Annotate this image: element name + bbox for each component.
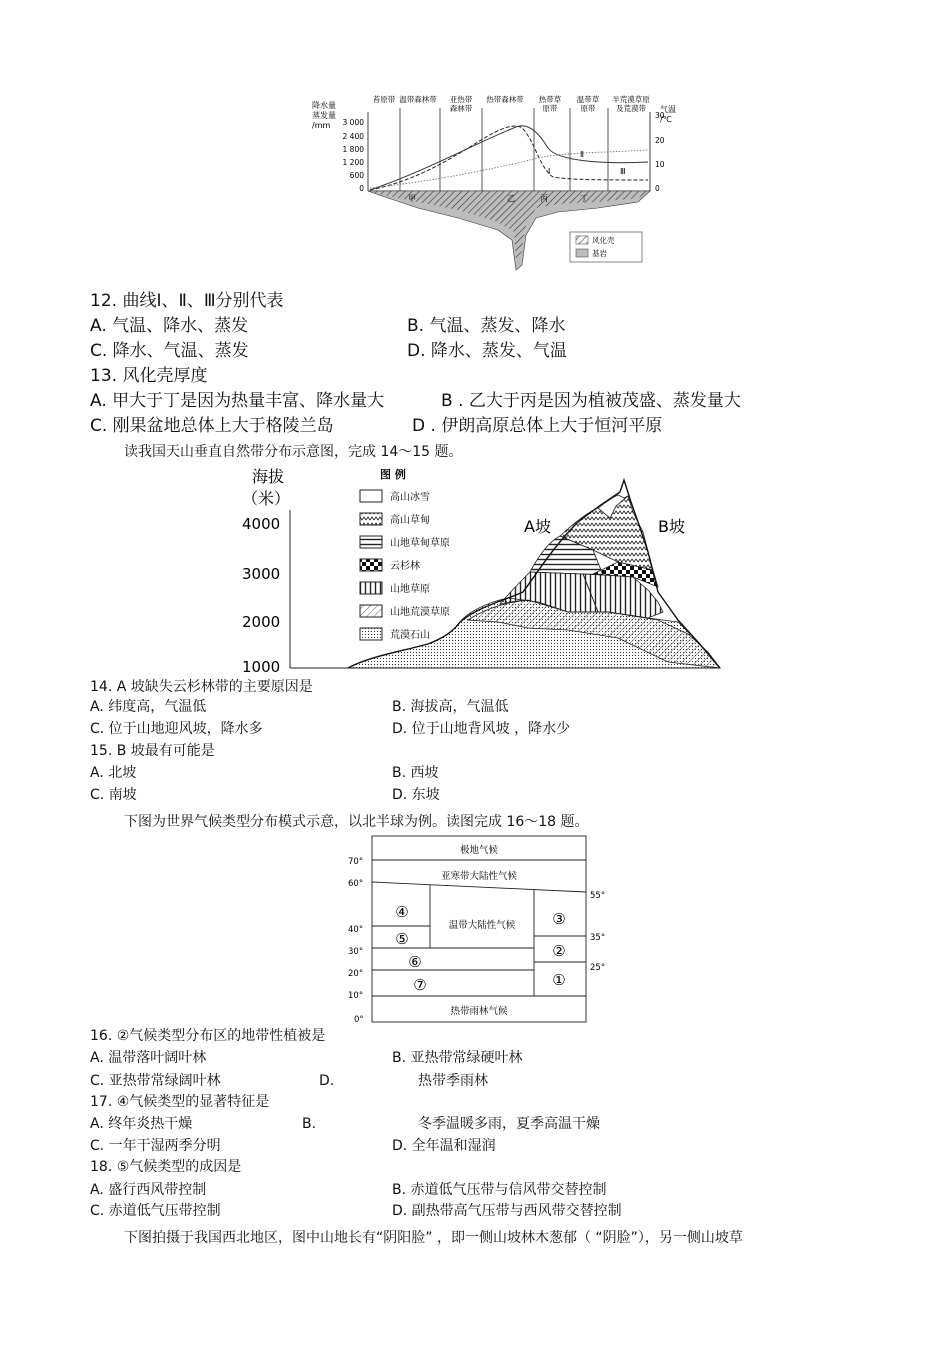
q12-option-b[interactable]: B. 气温、蒸发、降水 [407,316,566,336]
lat-label: 70° [348,857,364,867]
climate-zone-7: ⑦ [413,976,427,994]
lat-label: 0° [354,1015,364,1025]
lat-label: 10° [348,991,364,1001]
q18-option-b[interactable]: B. 赤道低气压带与信风带交替控制 [392,1182,607,1198]
q17-option-a[interactable]: A. 终年炎热干燥 [90,1116,193,1132]
climate-zone-4: ④ [395,903,409,921]
place-label: 乙 [507,194,515,203]
fig2-tick: 1000 [242,658,281,674]
fig1-tick-right: 30 [655,111,665,120]
fig1-ylabel-3: /mm [312,121,331,130]
q16-stem: 16. ②气候类型分布区的地带性植被是 [90,1028,326,1044]
curve-label: Ⅰ [548,167,551,176]
q17-option-b-label[interactable]: B. [302,1116,317,1132]
zone-label: 温带草 [576,95,600,104]
q13-option-d[interactable]: D . 伊朗高原总体上大于恒河平原 [412,416,663,436]
legend-glacier: 高山冰雪 [390,492,430,503]
zone-label: 热带森林带 [486,95,524,104]
fig1-tick-right: 20 [655,136,665,145]
q13-option-c[interactable]: C. 刚果盆地总体上大于格陵兰岛 [90,416,334,436]
q18-option-a[interactable]: A. 盛行西风带控制 [90,1182,207,1198]
lat-label: 60° [348,879,364,889]
curve-label: Ⅲ [620,167,626,176]
polar-climate-label: 极地气候 [459,845,499,856]
climate-zone-2: ② [552,942,566,960]
legend-steppe: 山地草原 [390,584,430,595]
fig1-ylabel-2: 蒸发量 [312,111,336,120]
q15-option-d[interactable]: D. 东坡 [392,787,440,803]
q15-option-a[interactable]: A. 北坡 [90,765,137,781]
zone-label: 森林带 [449,104,473,113]
fig2-ylabel-2: （米） [242,489,291,508]
legend-desert: 荒漠石山 [390,630,430,641]
q14-option-c[interactable]: C. 位于山地迎风坡，降水多 [90,721,263,737]
fig1-ylabel-1: 降水量 [312,101,336,110]
tropical-rainforest-label: 热带雨林气候 [450,1006,508,1017]
lat-label: 40° [348,925,364,935]
place-label: 丁 [580,194,588,203]
q13-option-b[interactable]: B . 乙大于丙是因为植被茂盛、蒸发量大 [441,391,741,411]
legend-crust: 风化壳 [592,236,615,245]
climate-zone-6: ⑥ [408,953,422,971]
climate-distribution-figure [340,832,620,1028]
vegetation-weathering-figure [308,90,678,285]
fig1-tick-right: 0 [655,184,660,193]
lat-label-right: 25° [590,963,606,973]
q12-stem: 12. 曲线Ⅰ、Ⅱ、Ⅲ分别代表 [90,291,284,311]
fig1-tick: 2 400 [342,132,364,141]
q14-option-d[interactable]: D. 位于山地背风坡 ，降水少 [392,721,571,737]
q16-option-d-label[interactable]: D. [319,1073,335,1089]
q12-option-c[interactable]: C. 降水、气温、蒸发 [90,341,249,361]
q13-option-a[interactable]: A. 甲大于丁是因为热量丰富、降水量大 [90,391,385,411]
q14-option-a[interactable]: A. 纬度高，气温低 [90,699,207,715]
fig1-tick: 0 [359,184,364,193]
tianshan-vertical-zone-figure [238,462,728,674]
q14-option-b[interactable]: B. 海拔高，气温低 [392,699,509,715]
zone-label: 热带草 [538,95,562,104]
fig1-tick: 1 800 [342,145,364,154]
fig1-tick-right: 10 [655,160,665,169]
q16-option-b[interactable]: B. 亚热带常绿硬叶林 [392,1050,523,1066]
zone-label: 苔原带 [372,95,396,104]
q13-stem: 13. 风化壳厚度 [90,366,208,386]
q17-option-d[interactable]: D. 全年温和湿润 [392,1138,496,1154]
intro-16-18: 下图为世界气候类型分布模式示意，以北半球为例。读图完成 16～18 题。 [124,814,589,830]
legend-alpine-meadow: 高山草甸 [390,515,430,526]
slope-b-label: B坡 [658,517,685,536]
q18-stem: 18. ⑤气候类型的成因是 [90,1159,242,1175]
fig2-tick: 3000 [242,565,281,583]
lat-label-right: 55° [590,891,606,901]
fig1-ylabel-right-2: /℃ [660,115,672,124]
q14-stem: 14. A 坡缺失云杉林带的主要原因是 [90,679,313,695]
q17-stem: 17. ④气候类型的显著特征是 [90,1094,270,1110]
place-label: 丙 [540,194,548,203]
q17-option-b[interactable]: 冬季温暖多雨，夏季高温干燥 [418,1116,600,1132]
fig2-tick: 4000 [242,515,281,533]
climate-zone-3: ③ [552,910,566,928]
q16-option-a[interactable]: A. 温带落叶阔叶林 [90,1050,207,1066]
zone-label: 原带 [542,104,558,113]
place-label: 甲 [408,194,416,203]
lat-label: 30° [348,947,364,957]
temperate-continental-label: 温带大陆性气候 [448,920,516,931]
q12-option-a[interactable]: A. 气温、降水、蒸发 [90,316,249,336]
q12-option-d[interactable]: D. 降水、蒸发、气温 [407,341,567,361]
fig2-tick: 2000 [242,613,281,631]
q16-option-d[interactable]: 热带季雨林 [418,1073,488,1089]
fig1-tick: 1 200 [342,158,364,167]
fig1-ylabel-right-1: 气温 [660,105,676,114]
q15-option-b[interactable]: B. 西坡 [392,765,439,781]
zone-label: 亚热带 [449,95,473,104]
legend-meadow-steppe: 山地草甸草原 [390,538,450,549]
q17-option-c[interactable]: C. 一年干湿两季分明 [90,1138,221,1154]
q18-option-d[interactable]: D. 副热带高气压带与西风带交替控制 [392,1203,622,1219]
lat-label: 20° [348,969,364,979]
zone-label: 及荒漠带 [616,104,646,113]
zone-label: 半荒漠草原 [612,95,650,104]
legend-bedrock: 基岩 [592,249,607,258]
intro-next-question: 下图拍摄于我国西北地区，图中山地长有“阴阳脸” ，即一侧山坡林木葱郁（ “阴脸”），另一侧山坡草 [124,1230,743,1246]
intro-14-15: 读我国天山垂直自然带分布示意图，完成 14～15 题。 [124,444,463,460]
fig2-legend-title: 图 例 [380,468,406,481]
q16-option-c[interactable]: C. 亚热带常绿阔叶林 [90,1073,221,1089]
lat-label-right: 35° [590,933,606,943]
fig1-tick: 600 [349,171,364,180]
legend-desert-steppe: 山地荒漠草原 [390,607,450,618]
q15-option-c[interactable]: C. 南坡 [90,787,137,803]
fig2-ylabel-1: 海拔 [252,467,285,486]
slope-a-label: A坡 [524,517,551,536]
curve-label: Ⅱ [580,150,584,159]
subarctic-climate-label: 亚寒带大陆性气候 [440,871,518,882]
fig1-tick: 3 000 [342,118,364,127]
zone-label: 原带 [580,104,596,113]
legend-spruce: 云杉林 [390,561,420,572]
q18-option-c[interactable]: C. 赤道低气压带控制 [90,1203,221,1219]
climate-zone-5: ⑤ [395,930,409,948]
climate-zone-1: ① [552,971,566,989]
zone-label: 温带森林带 [399,95,437,104]
q15-stem: 15. B 坡最有可能是 [90,743,215,759]
